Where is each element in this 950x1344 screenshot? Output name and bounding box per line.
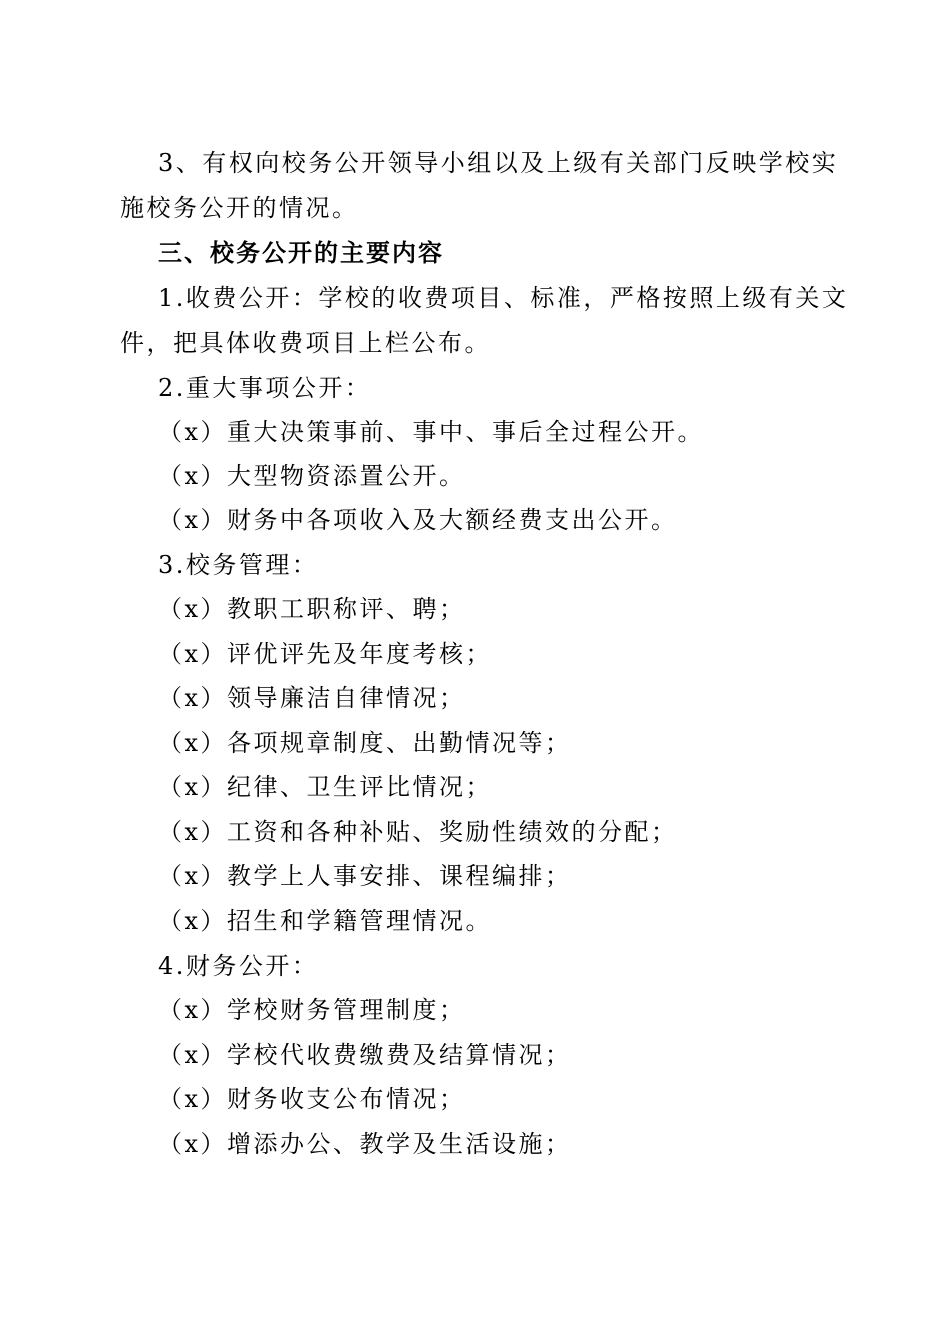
sub-item: （x）教职工职称评、聘；	[158, 595, 466, 623]
section-heading: 三、校务公开的主要内容	[158, 239, 444, 267]
sub-item: （x）工资和各种补贴、奖励性绩效的分配；	[158, 818, 678, 846]
sub-item: （x）增添办公、教学及生活设施；	[158, 1130, 572, 1158]
list-item-title: 2.重大事项公开：	[158, 374, 372, 402]
paragraph-line: 3、有权向校务公开领导小组以及上级有关部门反映学校实	[158, 149, 839, 177]
sub-item: （x）财务中各项收入及大额经费支出公开。	[158, 506, 678, 534]
sub-item: （x）领导廉洁自律情况；	[158, 684, 466, 712]
sub-item: （x）纪律、卫生评比情况；	[158, 773, 493, 801]
sub-item: （x）评优评先及年度考核；	[158, 640, 493, 668]
sub-item: （x）财务收支公布情况；	[158, 1085, 466, 1113]
sub-item: （x）重大决策事前、事中、事后全过程公开。	[158, 418, 705, 446]
list-item-continuation: 件，把具体收费项目上栏公布。	[120, 329, 491, 357]
sub-item: （x）学校代收费缴费及结算情况；	[158, 1041, 572, 1069]
sub-item: （x）各项规章制度、出勤情况等；	[158, 729, 572, 757]
sub-item: （x）大型物资添置公开。	[158, 462, 466, 490]
sub-item: （x）招生和学籍管理情况。	[158, 907, 493, 935]
sub-item: （x）学校财务管理制度；	[158, 996, 466, 1024]
sub-item: （x）教学上人事安排、课程编排；	[158, 862, 572, 890]
list-item-title: 3.校务管理：	[158, 551, 319, 579]
list-item-title: 1.收费公开：学校的收费项目、标准，严格按照上级有关文	[158, 284, 849, 312]
paragraph-line: 施校务公开的情况。	[120, 194, 359, 222]
list-item-title: 4.财务公开：	[158, 952, 319, 980]
